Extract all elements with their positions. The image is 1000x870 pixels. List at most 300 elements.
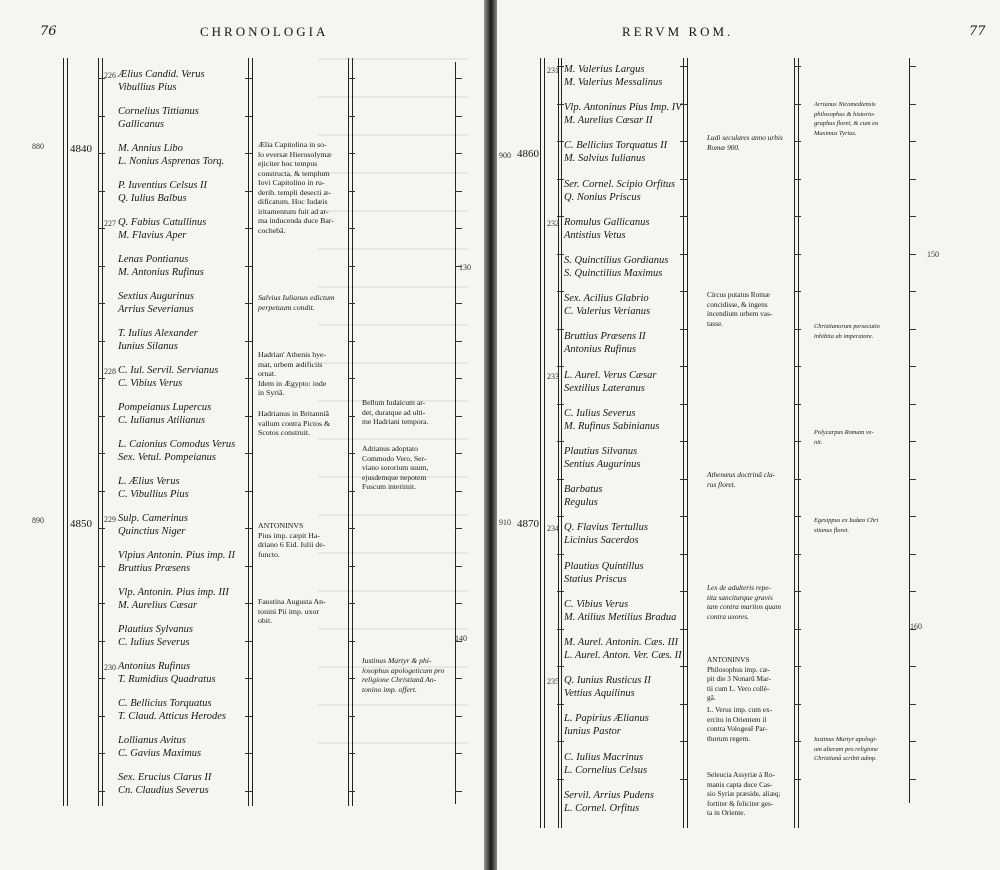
scale-tick <box>794 554 801 555</box>
consul-first: Plautius Silvanus <box>564 446 638 457</box>
side-number: 130 <box>459 263 471 272</box>
annotation-line: tam contra maritos quam <box>707 602 781 611</box>
scale-tick <box>557 779 564 780</box>
row-number: 229 <box>104 515 116 524</box>
scale-tick <box>794 254 801 255</box>
scale-tick <box>98 753 105 754</box>
column-rule <box>909 58 910 803</box>
annotation-line: gâ. <box>707 693 716 702</box>
annotation-line: constructa, & templum <box>258 168 330 178</box>
annotation <box>814 428 874 447</box>
scale-tick <box>680 516 687 517</box>
annotation <box>707 583 781 621</box>
annotation-line: Iustinus Martyr & phi- <box>362 656 432 665</box>
consul-first: P. Iuventius Celsus II <box>118 180 208 191</box>
consul-pair <box>564 216 724 242</box>
scale-tick <box>794 441 801 442</box>
scale-tick <box>98 341 105 342</box>
consul-first: L. Caionius Comodus Verus <box>118 439 236 450</box>
annotation <box>707 470 775 489</box>
scale-tick <box>348 341 355 342</box>
consul-pair <box>564 598 724 624</box>
scale-tick <box>348 753 355 754</box>
scale-tick <box>557 254 564 255</box>
column-rule <box>252 58 253 806</box>
consul-pair <box>118 253 278 279</box>
side-number: 150 <box>927 250 939 259</box>
scale-tick <box>680 329 687 330</box>
annotation-line: pit die 3 Nonarū Mar- <box>707 674 771 683</box>
consul-second: C. Iulius Severus <box>118 637 190 648</box>
scale-tick <box>98 453 105 454</box>
consul-pair <box>564 101 724 127</box>
annotation-line: lo eversæ Hierosolymæ <box>258 149 332 159</box>
consul-second: Bruttius Præsens <box>118 563 191 574</box>
annotation-line: viano sororium suum, <box>362 463 429 472</box>
scale-tick <box>455 528 462 529</box>
annotation-line: Lex de adulteris repe- <box>707 583 771 592</box>
scale-tick <box>909 366 916 367</box>
scale-tick <box>98 791 105 792</box>
scale-tick <box>557 741 564 742</box>
consul-pair <box>564 445 724 471</box>
page-number: 77 <box>969 24 986 39</box>
scale-tick <box>557 629 564 630</box>
row-number: 227 <box>104 219 116 228</box>
scale-tick <box>98 603 105 604</box>
consul-pair <box>118 68 278 94</box>
consul-first: Sextius Augurinus <box>118 291 194 302</box>
scale-tick <box>455 303 462 304</box>
consul-second: Vibullius Pius <box>118 82 177 93</box>
annotation-line: religione Christianâ An- <box>362 675 437 684</box>
scale-tick <box>348 153 355 154</box>
consul-second: T. Claud. Atticus Herodes <box>118 711 227 722</box>
annotation <box>707 655 771 703</box>
consul-pair <box>118 401 278 427</box>
consul-pair <box>564 330 724 356</box>
consul-pair <box>564 483 724 509</box>
scale-tick <box>98 641 105 642</box>
column-rule <box>352 58 353 806</box>
scale-tick <box>680 779 687 780</box>
consul-second: M. Antonius Rufinus <box>118 267 204 278</box>
consul-second: Q. Iulius Balbus <box>118 193 187 204</box>
row-number: 232 <box>547 218 559 228</box>
scale-tick <box>348 678 355 679</box>
scale-tick <box>98 378 105 379</box>
consul-pair <box>564 178 724 204</box>
scale-tick <box>909 141 916 142</box>
annotation-line: Philosophus imp. cæ- <box>707 664 771 674</box>
consul-first: L. Aurel. Verus Cæsar <box>564 369 657 381</box>
consul-first: Antonius Rufinus <box>118 661 191 672</box>
consul-first: Bruttius Præsens II <box>564 331 646 343</box>
annotation-line: Fuscum interimit. <box>362 482 416 491</box>
scale-tick <box>557 666 564 667</box>
scale-tick <box>794 704 801 705</box>
scale-tick <box>348 603 355 604</box>
consul-pair <box>118 697 278 723</box>
scale-tick <box>794 329 801 330</box>
annotation-line: contra Vologesē Par- <box>707 724 768 733</box>
scale-tick <box>909 254 916 255</box>
consul-pair <box>118 586 278 612</box>
annotation-line: Athenæus doctrinâ cla- <box>707 470 776 479</box>
column-rule <box>558 58 559 828</box>
consul-first: Plautius Quintillus <box>564 560 644 572</box>
consul-first: C. Iulius Severus <box>564 407 636 419</box>
annotation-line: Hadrianus in Britanniâ <box>258 409 330 418</box>
annotation-line: tii cum L. Vero collè- <box>707 683 770 693</box>
scale-tick <box>794 104 801 105</box>
scale-tick <box>794 216 801 217</box>
consul-first: Cornelius Tittianus <box>118 106 199 117</box>
column-rule <box>67 58 68 806</box>
annotation-line: tonini Pii imp. uxor <box>258 606 320 616</box>
annotation-line: in Syriâ. <box>258 388 285 397</box>
consul-second: Iunius Silanus <box>118 341 178 352</box>
annotation <box>258 293 335 312</box>
annotation-line: nit. <box>814 438 823 446</box>
annotation-line: tonino imp. offert. <box>362 684 417 694</box>
consul-second: L. Cornelius Celsus <box>564 764 648 776</box>
consul-second: M. Rufinus Sabinianus <box>564 420 660 432</box>
scale-tick <box>794 366 801 367</box>
annotation-line: driano 6 Eid. Iulii de- <box>258 540 326 549</box>
annotation-line: am alteram pro religione <box>814 745 878 753</box>
column-rule <box>455 62 456 804</box>
annotation <box>258 597 326 626</box>
scale-tick <box>98 116 105 117</box>
scale-tick <box>348 266 355 267</box>
annotation-line: det, duratque ad ulti- <box>362 407 426 417</box>
scale-tick <box>794 741 801 742</box>
consul-first: T. Iulius Alexander <box>118 328 198 339</box>
row-number: 226 <box>104 71 116 80</box>
scale-tick <box>455 716 462 717</box>
annotation-line: Christianâ scribit admp. <box>814 755 877 762</box>
annotation-line: Commodo Vero, Ser- <box>362 453 427 463</box>
consul-second: C. Vibius Verus <box>118 378 183 389</box>
consul-first: Q. Fabius Catullinus <box>118 217 207 228</box>
annotation-line: fortiter & feliciter ges- <box>707 798 774 808</box>
consul-first: Q. Flavius Tertullus <box>564 522 648 534</box>
column-rule <box>794 58 795 828</box>
consul-first: C. Bellicius Torquatus II <box>564 140 668 152</box>
scale-tick <box>557 179 564 180</box>
annotation-line: incendium urbem vas- <box>707 309 773 318</box>
consul-second: C. Valerius Verianus <box>564 306 651 318</box>
scale-tick <box>455 603 462 604</box>
annotation-line: Arrianus Nicomediensis <box>814 101 876 108</box>
annotation-line: ta in Oriente. <box>707 808 746 817</box>
consul-first: Q. Iunius Rusticus II <box>564 675 651 687</box>
consul-pair <box>564 407 724 433</box>
annotation-line: Salvius Iulianus edictum <box>258 293 335 302</box>
consul-second: Sentius Augurinus <box>564 459 641 470</box>
annotation-line: Romæ 900. <box>707 142 740 152</box>
annotation-line: vallum contra Pictos & <box>258 418 331 428</box>
scale-tick <box>909 704 916 705</box>
scale-tick <box>455 153 462 154</box>
scale-tick <box>794 479 801 480</box>
annotation-line: concidisse, & ingens <box>707 299 768 309</box>
scale-tick <box>455 116 462 117</box>
consul-pair <box>118 438 278 464</box>
annotation-line: graphus floret, & cum eo <box>814 120 879 127</box>
annotation <box>362 444 428 492</box>
margin-number: 890 <box>32 516 44 525</box>
consul-first: Lollianus Avitus <box>118 735 186 746</box>
annotation-line: Adrianus adoptato <box>362 444 418 453</box>
consul-second: C. Vibullius Pius <box>118 489 189 500</box>
annotation-line: Iovi Capitolino in ru- <box>258 178 325 187</box>
column-rule <box>540 58 541 828</box>
row-number: 234 <box>547 524 559 534</box>
annotation-line: cochebâ. <box>258 225 286 235</box>
consul-second: Sex. Vetul. Pompeianus <box>118 452 216 463</box>
annotation <box>814 735 878 764</box>
annotation <box>258 409 330 438</box>
consul-first: C. Vibius Verus <box>564 598 629 610</box>
scale-tick <box>455 228 462 229</box>
scale-tick <box>794 779 801 780</box>
consul-pair <box>564 560 724 586</box>
scale-tick <box>557 366 564 367</box>
scale-tick <box>98 416 105 417</box>
annotation <box>258 350 326 398</box>
consul-first: S. Quinctilius Gordianus <box>564 255 669 266</box>
consul-second: Gallicanus <box>118 119 165 130</box>
consul-pair <box>564 712 724 738</box>
annotation-line: functo. <box>258 549 280 559</box>
consul-pair <box>118 105 278 131</box>
scale-tick <box>98 491 105 492</box>
scale-tick <box>557 216 564 217</box>
consul-second: Sextilius Lateranus <box>564 382 645 394</box>
consul-first: Barbatus <box>564 484 603 496</box>
annotation-line: sio Syriæ præside, aliæq; <box>707 789 781 798</box>
consul-first: Pompeianus Lupercus <box>118 402 212 413</box>
annotation-line: Scotos construit. <box>258 428 310 437</box>
annotation-line: L. Verus imp. cum ex- <box>707 705 773 714</box>
annotation-line: obit. <box>258 616 273 625</box>
consul-pair <box>118 475 278 501</box>
scale-tick <box>909 404 916 405</box>
consul-first: M. Valerius Largus <box>564 64 645 75</box>
page-number: 76 <box>40 24 57 39</box>
annotation-line: Egesippus ex Iudæo Chri <box>814 517 879 524</box>
consul-pair <box>118 216 278 242</box>
scale-tick <box>557 329 564 330</box>
consul-pair <box>564 751 724 777</box>
scale-tick <box>794 66 801 67</box>
column-rule <box>102 58 103 806</box>
annotation <box>707 290 772 328</box>
annotation-line: perpetuum condit. <box>258 302 315 312</box>
consul-second: Iunius Pastor <box>564 726 621 738</box>
consul-first: Sex. Erucius Clarus II <box>118 772 212 783</box>
consul-pair <box>564 521 724 547</box>
consul-first: L. Ælius Verus <box>118 476 180 487</box>
consul-second: C. Gavius Maximus <box>118 748 202 759</box>
scale-tick <box>98 566 105 567</box>
scale-tick <box>348 191 355 192</box>
scale-tick <box>794 179 801 180</box>
scale-tick <box>909 216 916 217</box>
annotation-line: ejusdemque nepotem <box>362 472 427 482</box>
scale-tick <box>909 591 916 592</box>
scale-tick <box>98 228 105 229</box>
consul-first: Vlp. Antoninus Pius Imp. IV <box>564 102 682 114</box>
scale-tick <box>794 291 801 292</box>
scale-tick <box>794 591 801 592</box>
scale-tick <box>348 78 355 79</box>
consul-second: Antistius Vetus <box>564 229 626 241</box>
scale-tick <box>557 141 564 142</box>
scale-tick <box>680 704 687 705</box>
consul-second: Regulus <box>564 497 598 509</box>
annotation-line: iritamentum fuit ad ar- <box>258 206 329 216</box>
column-rule <box>348 58 349 806</box>
consul-second: L. Nonius Asprenas Torq. <box>118 156 225 167</box>
annotation-line: Maximus Tyrius. <box>814 129 857 137</box>
scale-tick <box>557 404 564 405</box>
scale-tick <box>794 404 801 405</box>
annotation-line: tita sanciturque gravis <box>707 592 773 602</box>
scale-tick <box>909 66 916 67</box>
scale-tick <box>455 416 462 417</box>
annotation <box>362 656 444 694</box>
column-rule <box>544 58 545 828</box>
row-number: 231 <box>547 66 559 75</box>
scale-tick <box>98 303 105 304</box>
scale-tick <box>680 591 687 592</box>
annotation-line: Iustinus Martyr apologi- <box>814 736 878 743</box>
consul-first: Sex. Acilius Glabrio <box>564 293 649 305</box>
annotation-line: Polycarpus Romam ve- <box>814 429 874 436</box>
consul-second: L. Cornel. Orfitus <box>564 802 640 814</box>
scale-tick <box>680 441 687 442</box>
consul-first: M. Aurel. Antonin. Cæs. III <box>564 637 679 648</box>
scale-tick <box>909 554 916 555</box>
scale-tick <box>680 404 687 405</box>
consul-first: Ælius Candid. Verus <box>118 69 205 80</box>
consul-pair <box>564 254 724 280</box>
column-rule <box>63 58 64 806</box>
scale-tick <box>455 378 462 379</box>
annotation-line: Circus putatus Romæ <box>707 290 770 299</box>
page-header: RERVM ROM. <box>622 24 734 39</box>
consul-first: Lenas Pontianus <box>118 254 189 265</box>
consul-pair <box>564 636 724 662</box>
consul-pair <box>118 327 278 353</box>
consul-first: L. Papirius Ælianus <box>564 713 649 725</box>
scale-tick <box>98 153 105 154</box>
scale-tick <box>909 779 916 780</box>
annotation-line: ANTONINVS <box>258 521 304 530</box>
annotation-line: inhibita ab imperatore. <box>814 332 874 340</box>
consul-second: Quinctius Niger <box>118 526 186 537</box>
scale-tick <box>557 479 564 480</box>
annotation-line: Idem in Ægypto: inde <box>258 378 327 388</box>
scale-tick <box>455 566 462 567</box>
consul-second: C. Iulianus Atilianus <box>118 415 206 426</box>
year-mark: 4840 <box>70 143 92 155</box>
consul-first: M. Annius Libo <box>118 143 183 154</box>
annotation <box>362 398 428 427</box>
consul-second: Statius Priscus <box>564 573 627 585</box>
annotation-line: derib. templi desecti æ- <box>258 187 332 197</box>
row-number: 228 <box>104 367 116 376</box>
scale-tick <box>348 303 355 304</box>
annotation-line: rus floret. <box>707 479 736 489</box>
scale-tick <box>98 716 105 717</box>
consul-second: M. Aurelius Cæsar <box>118 600 198 611</box>
scale-tick <box>909 104 916 105</box>
margin-number: 880 <box>32 142 44 151</box>
consul-first: Ser. Cornel. Scipio Orfitus <box>564 178 676 190</box>
annotation-line: ma inducenda duce Bar- <box>258 216 334 225</box>
scale-tick <box>455 753 462 754</box>
annotation-line: Bellum Iudaicum ar- <box>362 398 426 407</box>
consul-pair <box>118 290 278 316</box>
scale-tick <box>680 666 687 667</box>
left-page <box>0 0 484 870</box>
annotation <box>258 521 325 559</box>
scale-tick <box>909 179 916 180</box>
scale-tick <box>557 291 564 292</box>
scale-tick <box>348 378 355 379</box>
year-mark: 4870 <box>517 518 539 530</box>
annotation-line: thorum regem. <box>707 733 750 743</box>
scale-tick <box>98 678 105 679</box>
scale-tick <box>348 566 355 567</box>
scale-tick <box>348 791 355 792</box>
annotation-line: losophus apologeticum pro <box>362 665 445 675</box>
scale-tick <box>909 291 916 292</box>
scale-tick <box>348 416 355 417</box>
scale-tick <box>680 629 687 630</box>
scale-tick <box>909 741 916 742</box>
side-number: 140 <box>455 634 467 643</box>
annotation-line: ornat. <box>258 369 276 378</box>
column-rule <box>248 58 249 806</box>
margin-number: 900 <box>499 151 511 160</box>
scale-tick <box>794 516 801 517</box>
consul-pair <box>564 139 724 165</box>
annotation-line: dificatum. Hoc Iudæis <box>258 197 328 206</box>
scale-tick <box>794 666 801 667</box>
consul-pair <box>564 292 724 318</box>
consul-second: M. Salvius Iulianus <box>564 153 646 165</box>
consul-first: Vlpius Antonin. Pius imp. II <box>118 550 236 561</box>
consul-pair <box>118 364 278 390</box>
year-mark: 4850 <box>70 518 92 530</box>
scale-tick <box>98 266 105 267</box>
consul-second: T. Rumidius Quadratus <box>118 674 216 685</box>
scale-tick <box>455 191 462 192</box>
right-page <box>497 0 1000 870</box>
consul-first: Plautius Sylvanus <box>118 624 193 635</box>
scale-tick <box>98 528 105 529</box>
annotation-line: Pius imp. cæpit Ha- <box>258 530 320 540</box>
scale-tick <box>455 78 462 79</box>
column-rule <box>561 58 562 828</box>
annotation-line: contra uxores. <box>707 611 749 621</box>
scale-tick <box>348 116 355 117</box>
